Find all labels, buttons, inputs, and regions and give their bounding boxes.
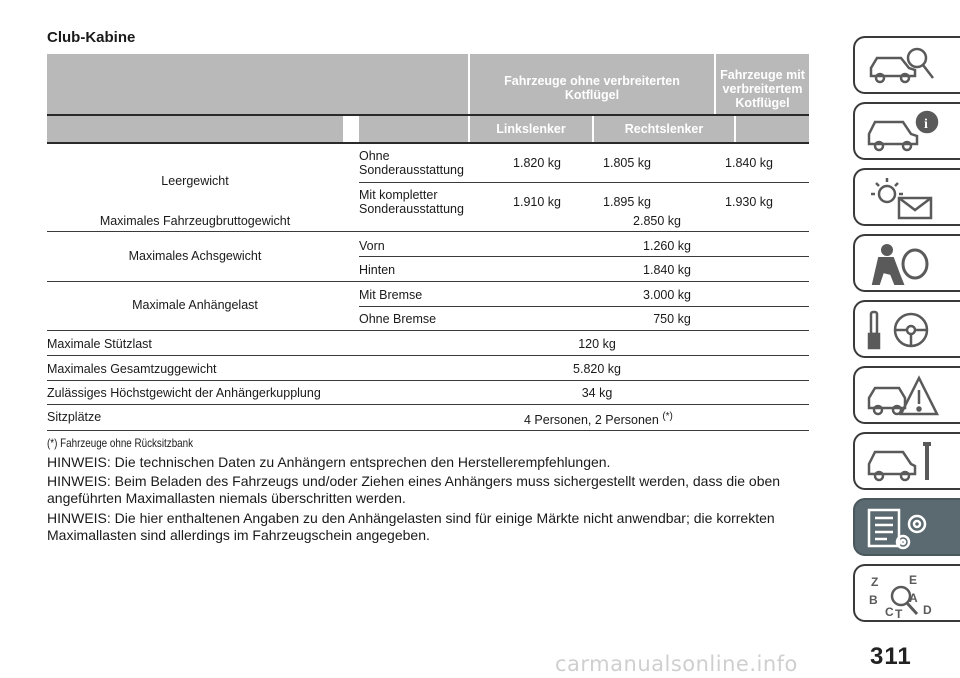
index-letter-d: D — [923, 603, 932, 617]
gesamtzuggewicht-value: 5.820 kg — [573, 362, 621, 376]
leergewicht-wide-2: 1.930 kg — [725, 195, 773, 209]
anhaengerkupplung-value: 34 kg — [581, 386, 613, 400]
leergewicht-wide-1: 1.840 kg — [725, 156, 773, 170]
anhaengelast-sub-1: Mit Bremse — [359, 288, 423, 302]
header-wide-fender-text: Fahrzeuge mit verbreitertem Kotflügel — [720, 68, 805, 110]
subheader-divider — [47, 142, 809, 144]
stuetzlast-label: Maximale Stützlast — [47, 337, 152, 351]
row-divider — [47, 281, 809, 282]
leergewicht-option-1: Ohne Sonderausstattung — [359, 149, 464, 177]
subheader-blank-2 — [359, 116, 468, 142]
index-letter-b: B — [869, 593, 878, 607]
note-1: HINWEIS: Die technischen Daten zu Anhängern entsprechen den Herstellerempfehlungen. — [47, 454, 611, 470]
table-bottom-line — [47, 430, 809, 431]
section-title: Club-Kabine — [47, 29, 136, 46]
tab-technical-data[interactable] — [853, 498, 960, 556]
leergewicht-option-2: Mit kompletter Sonderausstattung — [359, 188, 464, 216]
row-divider — [47, 355, 809, 356]
subheader-blank-1 — [47, 116, 343, 142]
airbag-safety-icon — [865, 242, 945, 288]
sitzplaetze-footnote-mark: (*) — [662, 411, 673, 422]
leergewicht-lhd-1: 1.820 kg — [513, 156, 561, 170]
tab-dashboard-lights[interactable] — [853, 168, 960, 226]
leergewicht-label: Leergewicht — [161, 174, 229, 188]
anhaengelast-value-2: 750 kg — [653, 312, 691, 326]
achsgewicht-sub-2: Hinten — [359, 263, 396, 277]
row-divider — [47, 330, 809, 331]
header-wide-fender — [716, 54, 809, 114]
subheader-rhd: Rechtslenker — [594, 116, 734, 142]
leergewicht-rhd-1: 1.805 kg — [603, 156, 651, 170]
subheader-blank-3 — [736, 116, 809, 142]
achsgewicht-label: Maximales Achsgewicht — [128, 249, 262, 263]
header-no-wide-fender-text: Fahrzeuge ohne verbreiterten Kotflügel — [504, 74, 680, 102]
tab-car-info[interactable] — [853, 102, 960, 160]
tab-car-service[interactable] — [853, 432, 960, 490]
row-divider — [47, 380, 809, 381]
tab-steering-key[interactable] — [853, 300, 960, 358]
stuetzlast-value: 120 kg — [578, 337, 616, 351]
index-letter-a: A — [909, 591, 918, 605]
achsgewicht-value-2: 1.840 kg — [643, 263, 691, 277]
row-divider — [359, 256, 809, 257]
row-divider — [47, 404, 809, 405]
note-2: HINWEIS: Beim Beladen des Fahrzeugs und/oder Ziehen eines Anhängers muss sichergestellt werden, dass die oben angeführten Maximallasten niemals überschritten werden. — [47, 473, 781, 506]
bruttogewicht-value: 2.850 kg — [633, 214, 681, 228]
page-number: 311 — [870, 643, 912, 670]
anhaengelast-value-1: 3.000 kg — [643, 288, 691, 302]
subheader-gap — [343, 116, 359, 142]
car-warning-icon — [865, 374, 945, 420]
tab-car-search[interactable] — [853, 36, 960, 94]
header-no-wide-fender — [470, 54, 714, 114]
sitzplaetze-label: Sitzplätze — [47, 410, 102, 424]
anhaengerkupplung-label: Zulässiges Höchstgewicht der Anhängerkupplung — [47, 386, 321, 400]
subheader-lhd: Linkslenker — [470, 116, 592, 142]
footnote: (*) Fahrzeuge ohne Rücksitzbank — [47, 436, 194, 450]
achsgewicht-sub-1: Vorn — [359, 239, 385, 253]
anhaengelast-sub-2: Ohne Bremse — [359, 312, 437, 326]
sitzplaetze-value — [524, 410, 673, 427]
achsgewicht-value-1: 1.260 kg — [643, 239, 691, 253]
leergewicht-rhd-2: 1.895 kg — [603, 195, 651, 209]
car-service-icon — [865, 440, 945, 486]
watermark: carmanualsonline.info — [555, 652, 798, 676]
dashboard-lights-icon — [865, 176, 945, 222]
header-blank — [47, 54, 468, 114]
index-letter-z: Z — [871, 575, 879, 589]
index-letter-c: C — [885, 605, 894, 618]
tab-airbag-safety[interactable] — [853, 234, 960, 292]
tab-alphabetical-index[interactable] — [853, 564, 960, 622]
leergewicht-lhd-2: 1.910 kg — [513, 195, 561, 209]
gesamtzuggewicht-label: Maximales Gesamtzuggewicht — [47, 362, 217, 376]
car-search-icon — [865, 44, 945, 90]
svg-text:i: i — [924, 117, 928, 132]
anhaengelast-label: Maximale Anhängelast — [132, 298, 258, 312]
steering-key-icon — [865, 308, 945, 354]
car-info-icon — [865, 110, 945, 156]
bruttogewicht-label: Maximales Fahrzeugbruttogewicht — [99, 214, 291, 228]
sitzplaetze-value-text: 4 Personen, 2 Personen — [524, 413, 659, 428]
note-3: HINWEIS: Die hier enthaltenen Angaben zu den Anhängelasten sind für einige Märkte nicht anwendbar; die korrekten Maximallasten sind allerdings im Fahrzeugschein angegeben. — [47, 510, 775, 543]
row-divider — [359, 306, 809, 307]
row-divider — [359, 182, 809, 183]
tab-car-warning[interactable] — [853, 366, 960, 424]
alphabetical-index-icon — [865, 572, 945, 618]
index-letter-t: T — [895, 607, 903, 618]
row-divider — [47, 231, 809, 232]
technical-data-icon — [865, 506, 945, 552]
index-letter-e: E — [909, 573, 918, 587]
